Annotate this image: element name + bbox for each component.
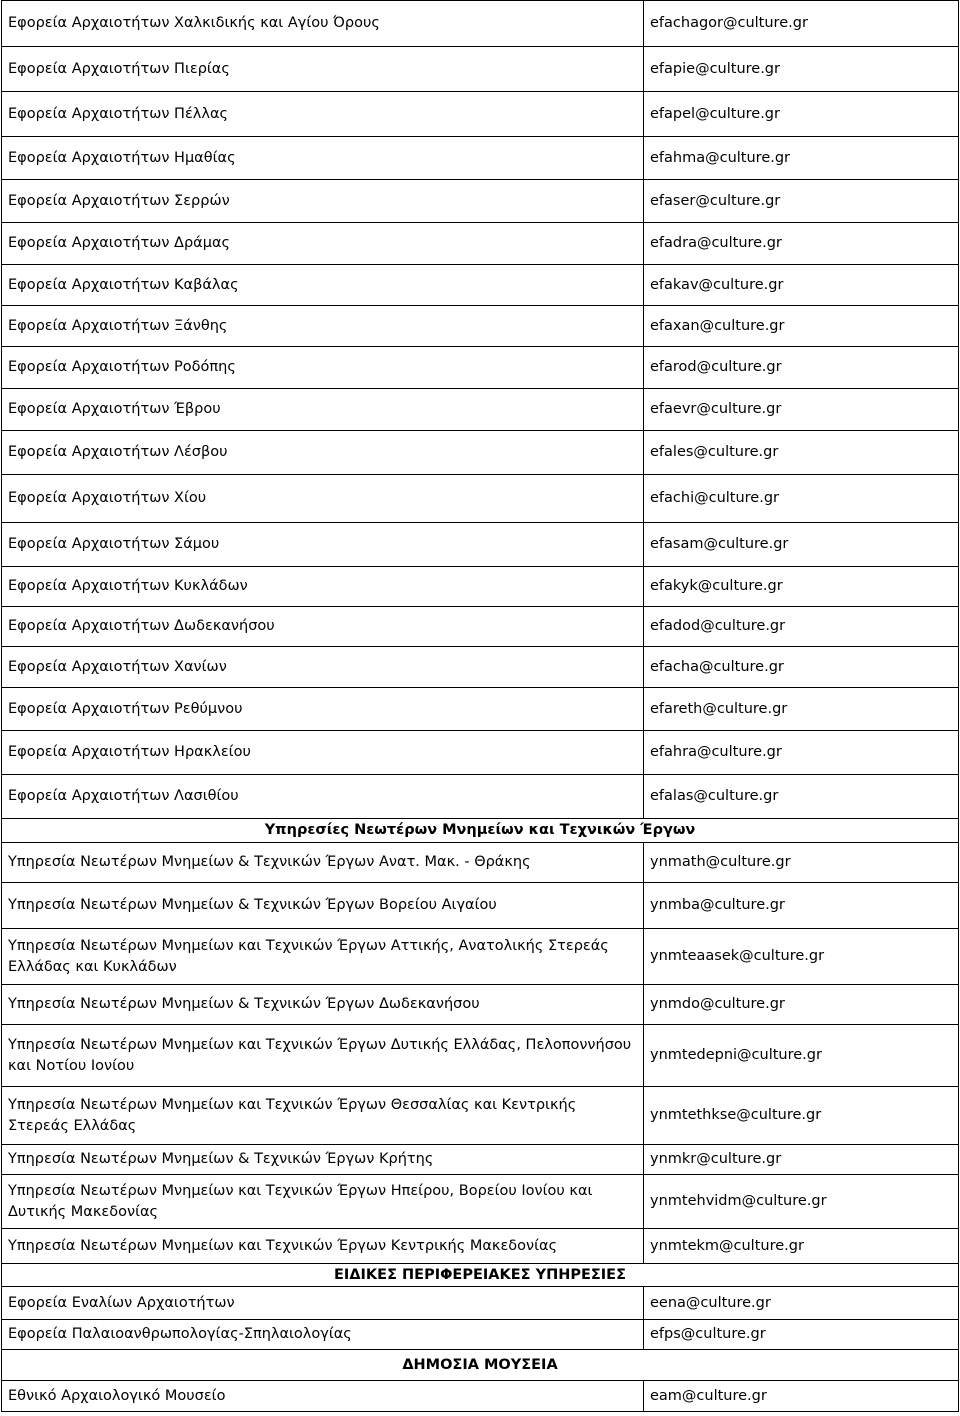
table-row	[2, 180, 959, 223]
agency-email: efachagor@culture.gr	[644, 1, 959, 47]
table-row	[2, 431, 959, 475]
table-row	[2, 223, 959, 265]
section-header-modern-monuments: Υπηρεσίες Νεωτέρων Μνημείων και Τεχνικών Έργων	[2, 819, 959, 843]
agency-email: efarod@culture.gr	[644, 347, 959, 389]
agency-name: Υπηρεσία Νεωτέρων Μνημείων & Τεχνικών Έργων Ανατ. Μακ. - Θράκης	[2, 843, 644, 883]
agency-email: efps@culture.gr	[644, 1320, 959, 1350]
table-row	[2, 1287, 959, 1320]
agency-email: ynmkr@culture.gr	[644, 1145, 959, 1175]
agency-email: efasam@culture.gr	[644, 523, 959, 567]
table-row	[2, 306, 959, 347]
table-row	[2, 1087, 959, 1145]
agency-email: ynmath@culture.gr	[644, 843, 959, 883]
section-header-public-museums: ΔΗΜΟΣΙΑ ΜΟΥΣΕΙΑ	[2, 1350, 959, 1381]
agency-name: Εφορεία Εναλίων Αρχαιοτήτων	[2, 1287, 644, 1320]
agency-name: Εφορεία Αρχαιοτήτων Ρεθύμνου	[2, 688, 644, 731]
agency-name: Εφορεία Αρχαιοτήτων Έβρου	[2, 389, 644, 431]
table-row	[2, 607, 959, 647]
agency-name: Εφορεία Αρχαιοτήτων Ροδόπης	[2, 347, 644, 389]
table-row	[2, 1320, 959, 1350]
agency-name: Υπηρεσία Νεωτέρων Μνημείων & Τεχνικών Έργων Κρήτης	[2, 1145, 644, 1175]
agency-name: Εφορεία Αρχαιοτήτων Σερρών	[2, 180, 644, 223]
table-row	[2, 1025, 959, 1087]
table-row	[2, 1175, 959, 1229]
table-row	[2, 92, 959, 137]
agency-email: ynmtedepni@culture.gr	[644, 1025, 959, 1087]
table-row	[2, 347, 959, 389]
table-row	[2, 1, 959, 47]
agency-email: efahra@culture.gr	[644, 731, 959, 775]
agency-name: Υπηρεσία Νεωτέρων Μνημείων & Τεχνικών Έργων Βορείου Αιγαίου	[2, 883, 644, 929]
agency-email: efakyk@culture.gr	[644, 567, 959, 607]
agency-name: Υπηρεσία Νεωτέρων Μνημείων και Τεχνικών Έργων Θεσσαλίας και Κεντρικής Στερεάς Ελλάδας	[2, 1087, 644, 1145]
agency-email: eena@culture.gr	[644, 1287, 959, 1320]
agency-name: Εφορεία Αρχαιοτήτων Χίου	[2, 475, 644, 523]
agency-name: Εφορεία Αρχαιοτήτων Πιερίας	[2, 47, 644, 92]
table-row	[2, 647, 959, 688]
agency-email: efaser@culture.gr	[644, 180, 959, 223]
table-row	[2, 929, 959, 985]
table-row	[2, 731, 959, 775]
section-header-special-services: ΕΙΔΙΚΕΣ ΠΕΡΙΦΕΡΕΙΑΚΕΣ ΥΠΗΡΕΣΙΕΣ	[2, 1264, 959, 1287]
agency-name: Εφορεία Αρχαιοτήτων Λασιθίου	[2, 775, 644, 819]
agency-name: Εφορεία Αρχαιοτήτων Χαλκιδικής και Αγίου Όρους	[2, 1, 644, 47]
table-row	[2, 883, 959, 929]
agency-name: Εφορεία Αρχαιοτήτων Λέσβου	[2, 431, 644, 475]
agency-email: efapie@culture.gr	[644, 47, 959, 92]
agency-name: Υπηρεσία Νεωτέρων Μνημείων και Τεχνικών Έργων Αττικής, Ανατολικής Στερεάς Ελλάδας και Κυκλάδων	[2, 929, 644, 985]
table-row	[2, 775, 959, 819]
agency-name: Εφορεία Αρχαιοτήτων Πέλλας	[2, 92, 644, 137]
agency-email: ynmtekm@culture.gr	[644, 1229, 959, 1264]
agency-email: efacha@culture.gr	[644, 647, 959, 688]
agency-email: ynmteaasek@culture.gr	[644, 929, 959, 985]
agency-email: efakav@culture.gr	[644, 265, 959, 306]
agency-email: ynmtethkse@culture.gr	[644, 1087, 959, 1145]
agency-name: Εφορεία Αρχαιοτήτων Καβάλας	[2, 265, 644, 306]
agency-name: Εφορεία Αρχαιοτήτων Κυκλάδων	[2, 567, 644, 607]
agency-name: Εφορεία Αρχαιοτήτων Δράμας	[2, 223, 644, 265]
table-row	[2, 985, 959, 1025]
agency-name: Υπηρεσία Νεωτέρων Μνημείων και Τεχνικών Έργων Κεντρικής Μακεδονίας	[2, 1229, 644, 1264]
agency-email: ynmba@culture.gr	[644, 883, 959, 929]
agency-email: ynmtehvidm@culture.gr	[644, 1175, 959, 1229]
agency-email: ynmdo@culture.gr	[644, 985, 959, 1025]
agency-email: efales@culture.gr	[644, 431, 959, 475]
agency-email: efalas@culture.gr	[644, 775, 959, 819]
section-header-row	[2, 1350, 959, 1381]
agency-email: efapel@culture.gr	[644, 92, 959, 137]
table-row	[2, 523, 959, 567]
agency-name: Εφορεία Παλαιοανθρωπολογίας-Σπηλαιολογίας	[2, 1320, 644, 1350]
directory-table	[1, 0, 959, 1412]
agency-name: Εφορεία Αρχαιοτήτων Δωδεκανήσου	[2, 607, 644, 647]
agency-email: efadod@culture.gr	[644, 607, 959, 647]
agency-email: efaevr@culture.gr	[644, 389, 959, 431]
agency-name: Εφορεία Αρχαιοτήτων Ηρακλείου	[2, 731, 644, 775]
agency-name: Υπηρεσία Νεωτέρων Μνημείων & Τεχνικών Έργων Δωδεκανήσου	[2, 985, 644, 1025]
table-row	[2, 688, 959, 731]
agency-name: Εφορεία Αρχαιοτήτων Χανίων	[2, 647, 644, 688]
agency-name: Εφορεία Αρχαιοτήτων Ημαθίας	[2, 137, 644, 180]
section-header-row	[2, 1264, 959, 1287]
agency-email: eam@culture.gr	[644, 1381, 959, 1412]
agency-email: efachi@culture.gr	[644, 475, 959, 523]
table-row	[2, 843, 959, 883]
agency-name: Υπηρεσία Νεωτέρων Μνημείων και Τεχνικών Έργων Δυτικής Ελλάδας, Πελοποννήσου και Νοτίου Ιονίου	[2, 1025, 644, 1087]
table-row	[2, 137, 959, 180]
table-row	[2, 1381, 959, 1412]
agency-email: efaxan@culture.gr	[644, 306, 959, 347]
table-row	[2, 1145, 959, 1175]
table-row	[2, 47, 959, 92]
section-header-row	[2, 819, 959, 843]
agency-name: Εθνικό Αρχαιολογικό Μουσείο	[2, 1381, 644, 1412]
table-row	[2, 567, 959, 607]
table-row	[2, 265, 959, 306]
agency-name: Υπηρεσία Νεωτέρων Μνημείων και Τεχνικών Έργων Ηπείρου, Βορείου Ιονίου και Δυτικής Μακεδονίας	[2, 1175, 644, 1229]
table-row	[2, 475, 959, 523]
agency-email: efahma@culture.gr	[644, 137, 959, 180]
table-row	[2, 389, 959, 431]
agency-email: efadra@culture.gr	[644, 223, 959, 265]
agency-name: Εφορεία Αρχαιοτήτων Σάμου	[2, 523, 644, 567]
table-row	[2, 1229, 959, 1264]
agency-email: efareth@culture.gr	[644, 688, 959, 731]
agency-name: Εφορεία Αρχαιοτήτων Ξάνθης	[2, 306, 644, 347]
